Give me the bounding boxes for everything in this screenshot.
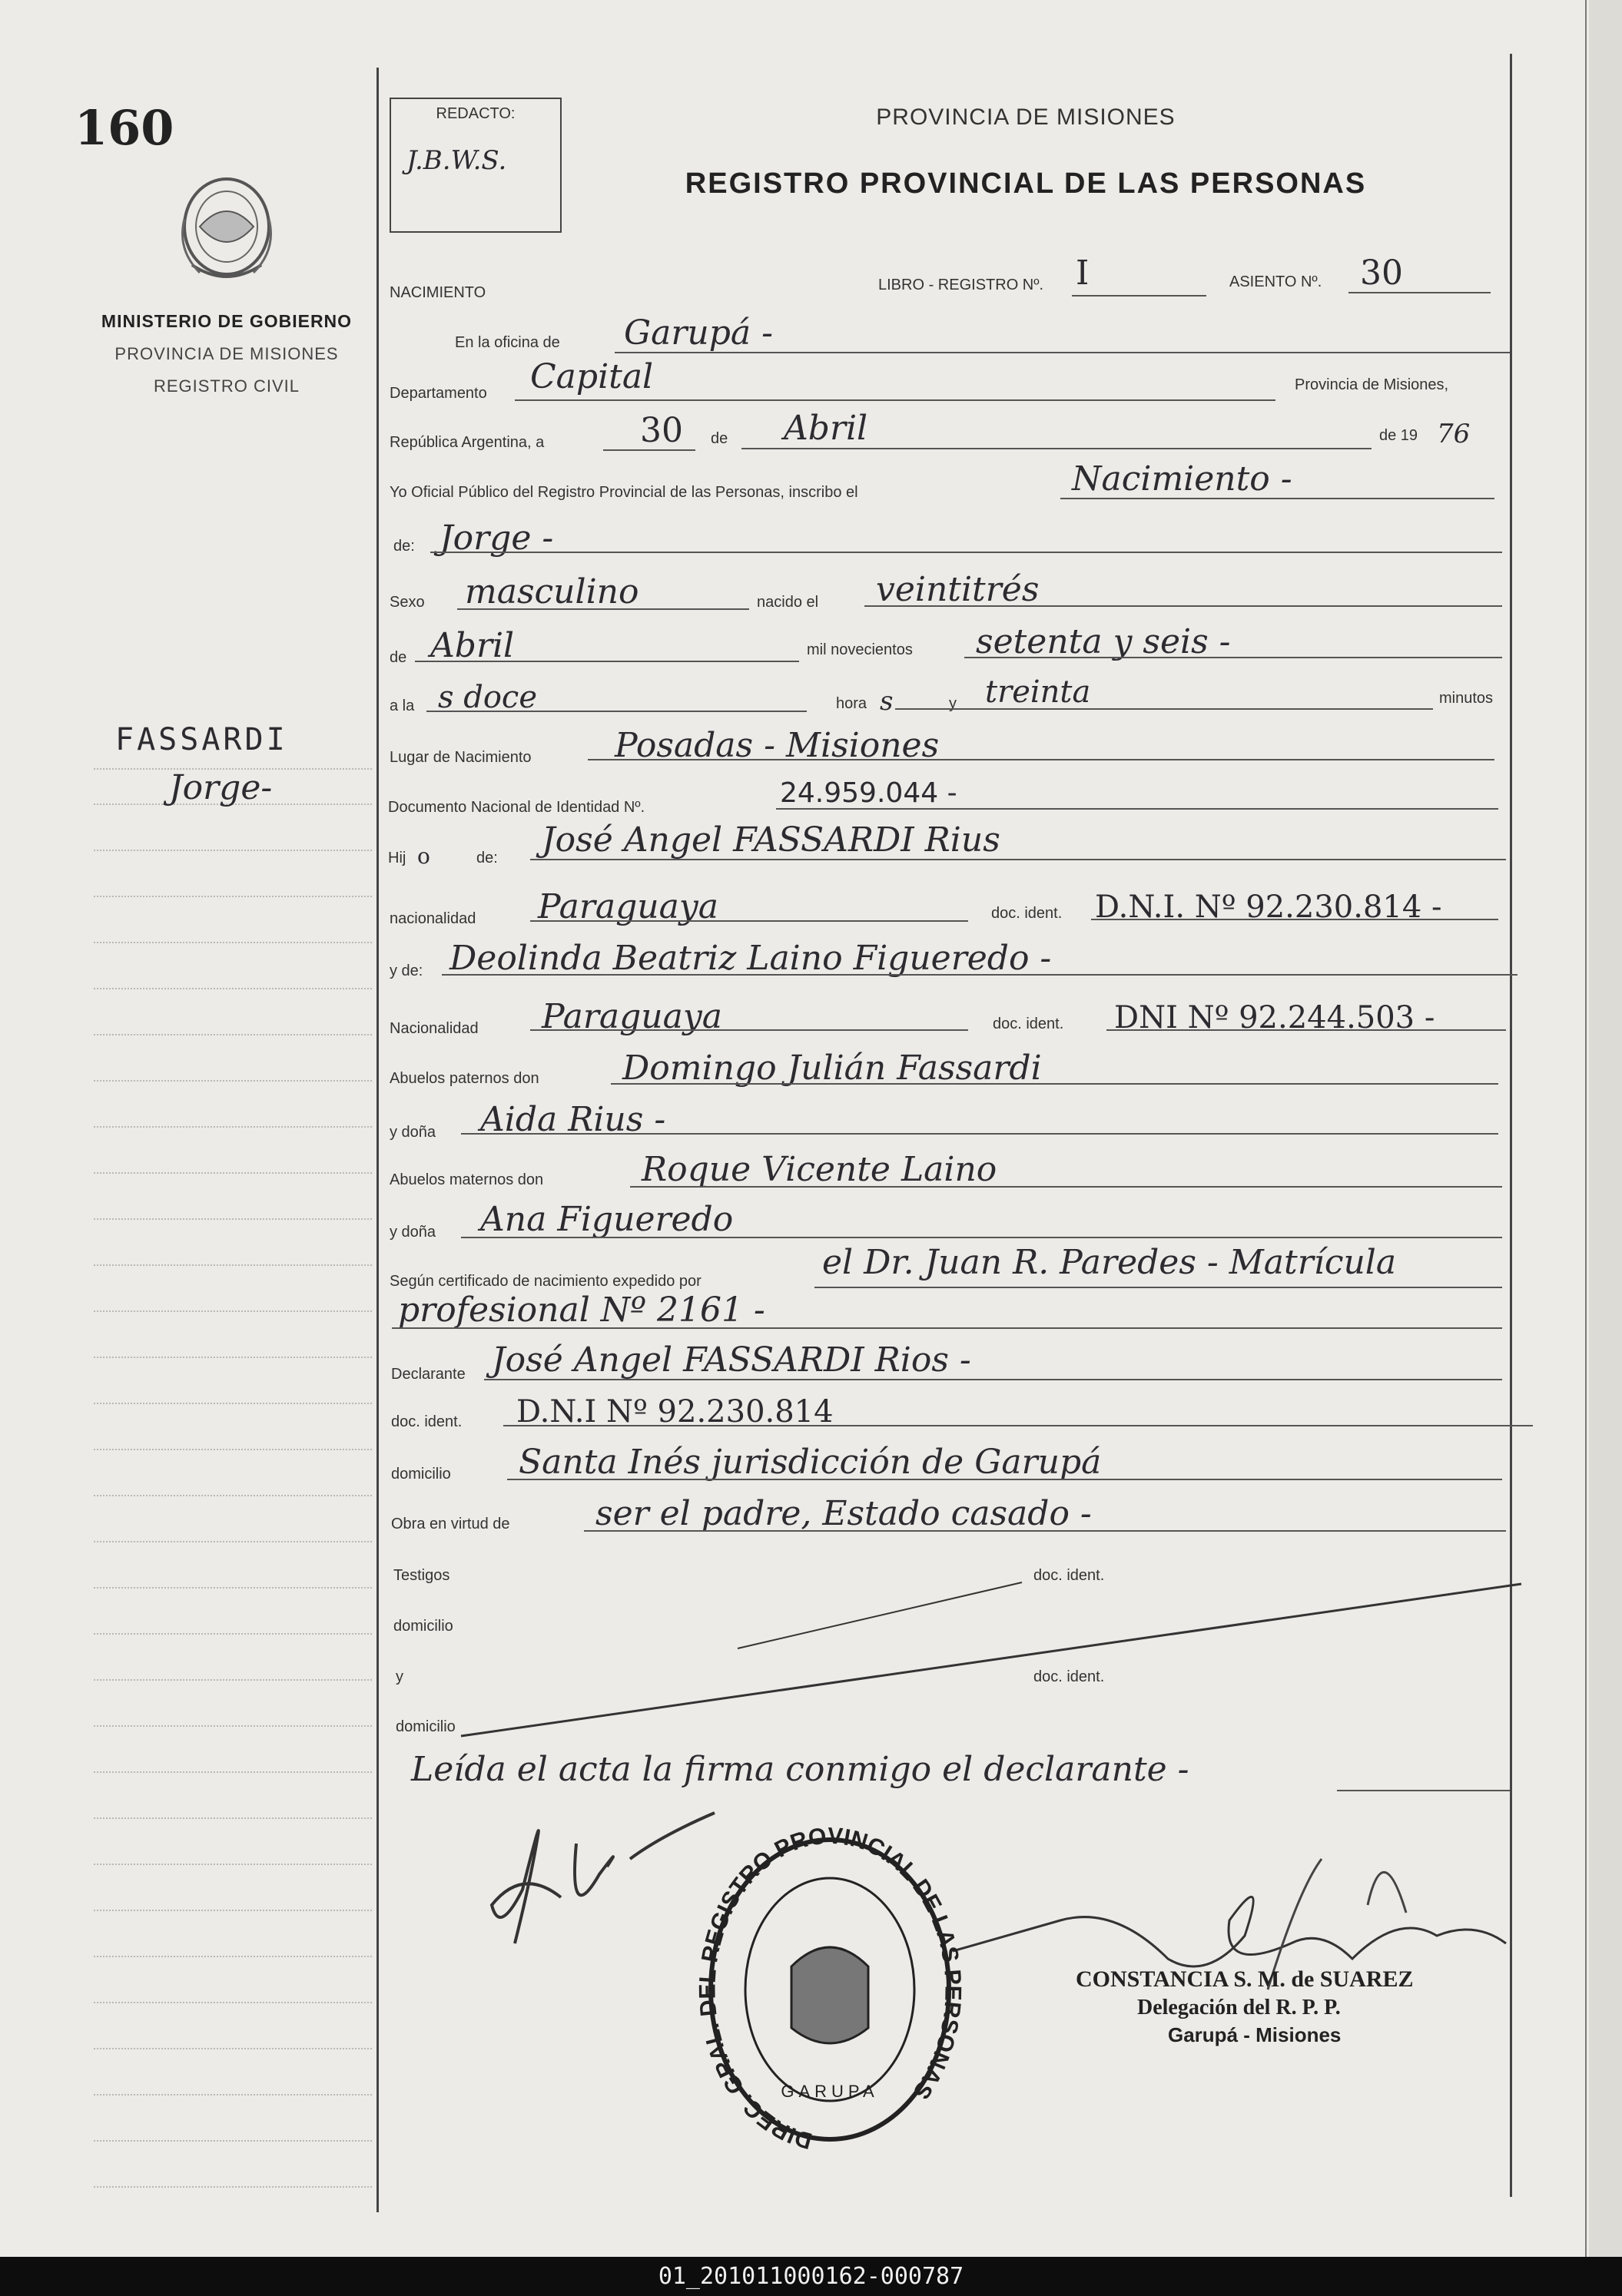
stamp-role: Delegación del R. P. P. (1137, 1996, 1341, 2019)
value-dni: 24.959.044 - (780, 777, 957, 809)
label-y-dona-p: y doña (390, 1124, 436, 1141)
label-testigos: Testigos (393, 1567, 450, 1584)
margin-line (94, 1771, 372, 1773)
label-doc-declarante: doc. ident. (391, 1413, 463, 1430)
margin-line (94, 2048, 372, 2049)
label-y-de: y de: (390, 962, 423, 979)
margin-line (94, 1910, 372, 1911)
value-mes2: Abril (430, 626, 515, 665)
line (776, 808, 1498, 810)
line (964, 657, 1502, 658)
value-anio2: setenta y seis - (976, 622, 1231, 661)
margin-line (94, 942, 372, 943)
form-left-border (376, 68, 379, 2212)
redacto-box (390, 98, 562, 233)
value-lugar: Posadas - Misiones (615, 726, 940, 765)
line (814, 1287, 1502, 1288)
margin-line (94, 2140, 372, 2142)
value-horas: s doce (438, 680, 538, 715)
label-horas: hora (836, 695, 867, 712)
label-oficina: En la oficina de (455, 334, 560, 351)
label-y: y (949, 695, 957, 712)
seal-place: GARUPA (781, 2082, 879, 2101)
label-y-testigo: y (396, 1668, 403, 1685)
label-mil: mil novecientos (807, 641, 913, 658)
label-hijo-de: de: (476, 850, 498, 866)
margin-line (94, 896, 372, 897)
margin-line (94, 1725, 372, 1727)
seal-ring-text: DIREC. GRAL. DEL REGISTRO PROVINCIAL DE LAS PERSONAS (695, 1823, 966, 2154)
value-mes: Abril (784, 409, 868, 448)
value-abuelo-paterno: Domingo Julián Fassardi (622, 1049, 1042, 1088)
value-doc-padre: D.N.I. Nº 92.230.814 - (1095, 890, 1442, 925)
line (515, 399, 1275, 401)
label-nacionalidad: nacionalidad (390, 910, 476, 927)
margin-line (94, 2186, 372, 2188)
margin-line (94, 1126, 372, 1128)
margin-line (94, 1264, 372, 1266)
value-abuelo-materno: Roque Vicente Laino (642, 1150, 997, 1189)
line (584, 1530, 1506, 1532)
line (530, 920, 968, 922)
label-oficial: Yo Oficial Público del Registro Provincial de las Personas, inscribo el (390, 484, 858, 501)
signature-official (469, 1790, 722, 1959)
label-documento: Documento Nacional de Identidad Nº. (388, 799, 645, 816)
spine-edge (1585, 0, 1587, 2257)
margin-line (94, 1403, 372, 1404)
header-title: REGISTRO PROVINCIAL DE LAS PERSONAS (685, 167, 1367, 200)
line (615, 352, 1510, 353)
stamp-name: CONSTANCIA S. M. de SUAREZ (1076, 1966, 1414, 1992)
label-abuelos-maternos: Abuelos maternos don (390, 1171, 544, 1188)
margin-line (94, 1679, 372, 1681)
line (392, 1327, 1502, 1329)
official-seal (692, 1813, 968, 2166)
margin-name: Jorge- (169, 768, 273, 807)
line (630, 1186, 1502, 1188)
line (1348, 292, 1491, 293)
label-domicilio: domicilio (391, 1466, 451, 1483)
value-cierre: Leída el acta la firma conmigo el declarante - (411, 1750, 1189, 1789)
label-doc-ident-madre: doc. ident. (993, 1015, 1064, 1032)
label-sexo: Sexo (390, 594, 425, 611)
label-doc-ident-testigo: doc. ident. (1033, 1567, 1105, 1584)
value-oficina: Garupá - (624, 313, 774, 353)
value-sexo: masculino (465, 572, 639, 611)
label-de-anio: de 19 (1379, 427, 1418, 444)
line (461, 1133, 1498, 1135)
margin-line (94, 1495, 372, 1496)
label-doc-ident-testigo2: doc. ident. (1033, 1668, 1105, 1685)
label-departamento: Departamento (390, 385, 487, 402)
line (1072, 295, 1206, 297)
margin-line (94, 1449, 372, 1450)
value-inscribe: Nacimiento - (1072, 459, 1292, 499)
line (530, 1029, 968, 1031)
margin-line (94, 1864, 372, 1865)
value-abuela-materna: Ana Figueredo (480, 1200, 734, 1239)
value-obra: ser el padre, Estado casado - (595, 1494, 1092, 1533)
crossed-out-lines (376, 1552, 1529, 1751)
value-nombre: Jorge - (439, 519, 554, 558)
header-province: PROVINCIA DE MISIONES (876, 104, 1176, 130)
line (415, 661, 799, 662)
ministry-name: MINISTERIO DE GOBIERNO (101, 311, 353, 331)
value-horas-s: s (880, 686, 894, 717)
line (530, 859, 1506, 860)
value-hijo-sufijo: o (417, 843, 430, 869)
line (603, 449, 695, 451)
value-asiento: 30 (1360, 253, 1403, 293)
label-abuelos-paternos: Abuelos paternos don (390, 1070, 539, 1087)
line (457, 608, 749, 610)
label-lugar: Lugar de Nacimiento (390, 749, 532, 766)
label-de: de (711, 430, 728, 447)
margin-line (94, 1541, 372, 1542)
value-abuela-paterna: Aida Rius - (480, 1100, 666, 1139)
label-nacimiento: NACIMIENTO (390, 284, 486, 301)
value-dia: 30 (640, 411, 683, 450)
line (507, 1479, 1502, 1480)
label-segun: Según certificado de nacimiento expedido por (390, 1273, 702, 1290)
coat-of-arms-icon (169, 173, 284, 296)
line (484, 1379, 1502, 1380)
value-doc-declarante: D.N.I Nº 92.230.814 (516, 1394, 834, 1430)
image-id-bar: 01_201011000162-000787 (0, 2257, 1622, 2296)
page-number: 160 (75, 100, 174, 156)
value-certificado-2: profesional Nº 2161 - (398, 1290, 765, 1330)
line (442, 974, 1518, 976)
margin-line (94, 1310, 372, 1312)
margin-line (94, 1633, 372, 1635)
value-libro: I (1076, 253, 1090, 293)
redacto-label: REDACTO: (436, 105, 516, 122)
line (895, 708, 1433, 710)
line (611, 1083, 1498, 1085)
line (588, 759, 1494, 760)
margin-line (94, 1587, 372, 1589)
label-y-dona-m: y doña (390, 1224, 436, 1241)
label-obra: Obra en virtud de (391, 1516, 510, 1532)
margin-line (94, 2094, 372, 2096)
line (864, 605, 1502, 607)
redacto-initials: J.B.W.S. (406, 145, 507, 176)
label-domicilio-testigo: domicilio (393, 1618, 453, 1635)
margin-line (94, 1357, 372, 1358)
book-spine (1589, 0, 1622, 2257)
line (741, 448, 1372, 449)
value-padre: José Angel FASSARDI Rius (542, 820, 1000, 860)
label-de-nombre: de: (393, 538, 415, 555)
label-doc-ident: doc. ident. (991, 905, 1063, 922)
line (1060, 498, 1494, 499)
margin-line (94, 1034, 372, 1035)
label-provincia: Provincia de Misiones, (1295, 376, 1449, 393)
label-declarante: Declarante (391, 1366, 466, 1383)
label-ala: a la (390, 697, 415, 714)
line (503, 1425, 1533, 1426)
line (426, 711, 807, 712)
label-asiento: ASIENTO Nº. (1229, 273, 1322, 290)
value-anio: 76 (1437, 419, 1471, 449)
margin-line (94, 1218, 372, 1220)
value-doc-madre: DNI Nº 92.244.503 - (1114, 1000, 1435, 1035)
line (1091, 919, 1498, 920)
line (1337, 1790, 1510, 1791)
line (430, 552, 1502, 553)
label-nacionalidad-madre: Nacionalidad (390, 1020, 479, 1037)
margin-line (94, 2002, 372, 2003)
margin-line (94, 1817, 372, 1819)
label-minutos: minutos (1439, 690, 1494, 707)
line (461, 1237, 1502, 1238)
label-libro: LIBRO - REGISTRO Nº. (878, 277, 1044, 293)
margin-line (94, 1080, 372, 1082)
value-minutos: treinta (985, 674, 1091, 710)
label-hijo: Hij (388, 850, 406, 866)
margin-surname: FASSARDI (115, 722, 288, 757)
margin-line (94, 1172, 372, 1174)
label-domicilio-testigo2: domicilio (396, 1718, 456, 1735)
ministry-block (92, 311, 361, 409)
ministry-province: PROVINCIA DE MISIONES (114, 344, 339, 363)
value-domicilio: Santa Inés jurisdicción de Garupá (519, 1443, 1102, 1482)
value-nac-madre: Paraguaya (542, 997, 722, 1036)
value-departamento: Capital (530, 357, 654, 396)
delegation-stamp (1076, 1966, 1414, 2047)
margin-line (94, 850, 372, 851)
line (1106, 1029, 1506, 1031)
value-nacido: veintitrés (876, 570, 1040, 609)
value-madre: Deolinda Beatriz Laino Figueredo - (449, 939, 1052, 978)
value-nac-padre: Paraguaya (538, 887, 718, 926)
margin-line (94, 1956, 372, 1957)
value-certificado: el Dr. Juan R. Paredes - Matrícula (822, 1243, 1397, 1282)
label-nacido: nacido el (757, 594, 819, 611)
ministry-registry: REGISTRO CIVIL (153, 376, 300, 396)
margin-line (94, 988, 372, 989)
label-de-mes2: de (390, 649, 407, 666)
value-declarante: José Angel FASSARDI Rios - (492, 1340, 971, 1380)
label-republica: República Argentina, a (390, 434, 545, 451)
stamp-place: Garupá - Misiones (1168, 2023, 1342, 2046)
